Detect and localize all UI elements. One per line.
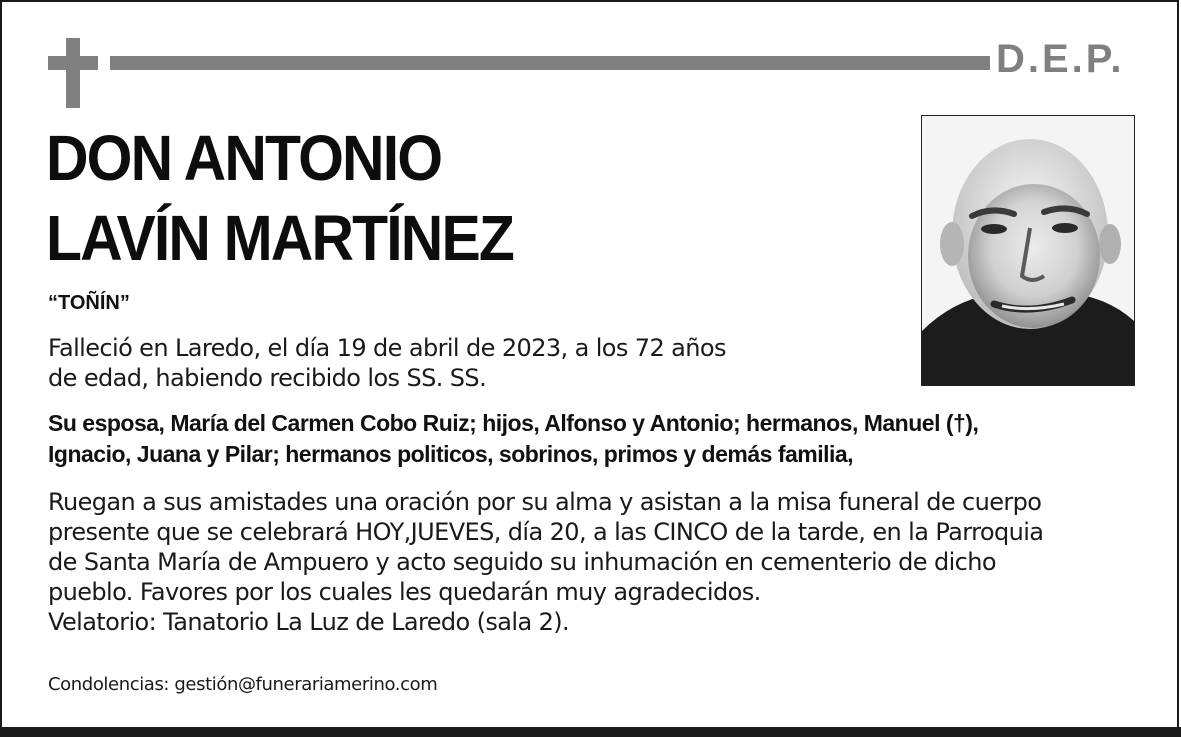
- death-notice-line-1: Falleció en Laredo, el día 19 de abril de 2023, a los 72 años: [48, 334, 726, 362]
- condolences-contact: Condolencias: gestión@funerariamerino.com: [48, 674, 438, 695]
- portrait-image: [922, 116, 1134, 385]
- service-paragraph: [48, 487, 1163, 637]
- service-line-1: Ruegan a sus amistades una oración por su alma y asistan a la misa funeral de cuerpo: [48, 488, 1042, 516]
- cross-horizontal-bar: [48, 56, 98, 70]
- name-line-2: LAVÍN MARTÍNEZ: [46, 202, 514, 274]
- nickname: “TOÑÍN”: [48, 292, 130, 314]
- family-paragraph: [48, 408, 1148, 470]
- wake-location: Velatorio: Tanatorio La Luz de Laredo (sala 2).: [48, 608, 570, 636]
- service-line-2: presente que se celebrará HOY,JUEVES, día 20, a las CINCO de la tarde, en la Parroquia: [48, 518, 1044, 546]
- family-line-2: Ignacio, Juana y Pilar; hermanos politicos, sobrinos, primos y demás familia,: [48, 441, 854, 467]
- family-line-1: Su esposa, María del Carmen Cobo Ruiz; hijos, Alfonso y Antonio; hermanos, Manuel (†),: [48, 410, 979, 436]
- cross-vertical-bar: [66, 38, 80, 108]
- name-line-1: DON ANTONIO: [46, 122, 442, 194]
- header-rule: [110, 56, 990, 70]
- service-line-3: de Santa María de Ampuero y acto seguido su inhumación en cementerio de dicho: [48, 548, 996, 576]
- death-notice-paragraph: [48, 333, 808, 393]
- portrait-photo: [921, 115, 1135, 386]
- deceased-name: [46, 118, 513, 278]
- service-line-4: pueblo. Favores por los cuales les quedarán muy agradecidos.: [48, 578, 761, 606]
- death-notice-line-2: de edad, habiendo recibido los SS. SS.: [48, 364, 487, 392]
- dep-label: D.E.P.: [996, 37, 1125, 81]
- bottom-border: [0, 727, 1181, 737]
